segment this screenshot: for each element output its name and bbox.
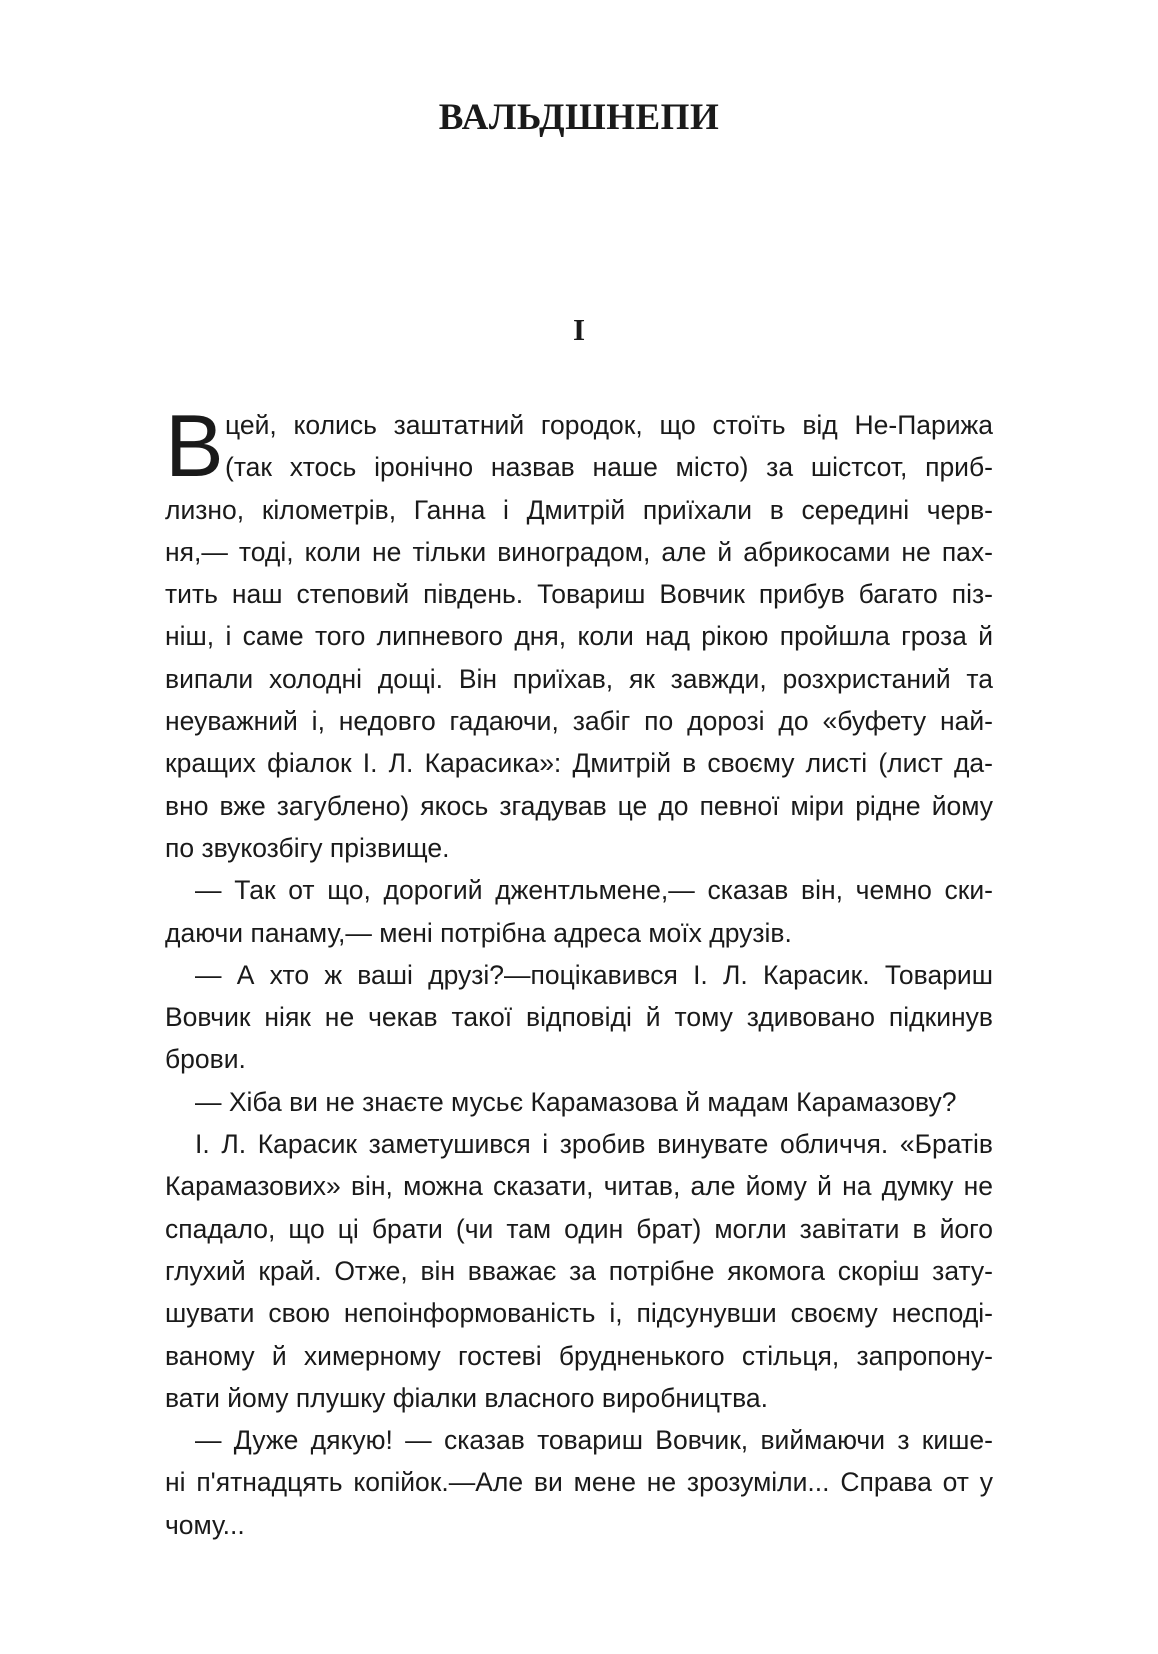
text-line: — Хіба ви не знаєте мусьє Карамазова й мадам Карамазову?	[195, 1086, 957, 1117]
text-line: — А хто ж ваші друзі?—поцікавився І. Л. Карасик. Товариш	[195, 959, 993, 990]
text-line: по звукозбігу прізвище.	[165, 832, 450, 863]
body-text	[165, 396, 993, 1546]
text-line: ніш, і саме того липневого дня, коли над рікою пройшла гроза й	[165, 621, 993, 652]
text-line: — Так от що, дорогий джентльмене,— сказав він, чемно ски-	[195, 875, 993, 906]
text-line: І. Л. Карасик заметушився і зробив винувате обличчя. «Братів	[195, 1129, 993, 1160]
text-line: глухий край. Отже, він вважає за потрібне якомога скоріш зату-	[165, 1255, 993, 1286]
text-line: брови.	[165, 1044, 246, 1075]
page-title: ВАЛЬДШНЕПИ	[438, 97, 720, 138]
text-line: чому...	[165, 1509, 245, 1540]
text-line: Карамазових» він, можна сказати, читав, але йому й на думку не	[165, 1171, 993, 1202]
paragraph	[165, 1123, 993, 1419]
text-line: вно вже загублено) якось згадував це до певної міри рідне йому	[165, 790, 993, 821]
text-line: кращих фіалок І. Л. Карасика»: Дмитрій в своєму листі (лист да-	[165, 748, 993, 779]
text-line: ні п'ятнадцять копійок.—Але ви мене не зрозуміли... Справа от у	[165, 1467, 993, 1498]
text-line: Вовчик ніяк не чекав такої відповіді й тому здивовано підкинув	[165, 1002, 993, 1033]
text-line: ваному й химерному гостеві брудненького стільця, запропону-	[165, 1340, 993, 1371]
text-line: тить наш степовий південь. Товариш Вовчик прибув багато піз-	[165, 579, 993, 610]
text-line: ня,— тоді, коли не тільки виноградом, але й абрикосами не пах-	[165, 536, 993, 567]
paragraph	[165, 869, 993, 954]
text-line: цей, колись заштатний городок, що стоїть від Не-Парижа	[225, 410, 993, 440]
paragraph	[165, 1081, 993, 1123]
text-line: шувати свою непоінформованість і, підсунувши своєму несподі-	[165, 1298, 993, 1329]
paragraph	[165, 396, 993, 869]
text-line: неуважний і, недовго гадаючи, забіг по дорозі до «буфету най-	[165, 706, 993, 737]
text-line: випали холодні дощі. Він приїхав, як завжди, розхристаний та	[165, 663, 993, 694]
text-line: лизно, кілометрів, Ганна і Дмитрій приїхали в середині черв-	[165, 494, 993, 525]
paragraph	[165, 1419, 993, 1546]
chapter-number: I	[572, 312, 586, 347]
text-line: вати йому плушку фіалки власного виробництва.	[165, 1382, 769, 1413]
text-line: (так хтось іронічно назвав наше місто) за шістсот, приб-	[225, 452, 993, 483]
text-line: — Дуже дякую! — сказав товариш Вовчик, виймаючи з кише-	[195, 1425, 993, 1456]
text-line: спадало, що ці брати (чи там один брат) могли завітати в його	[165, 1213, 993, 1244]
text-line: даючи панаму,— мені потрібна адреса моїх друзів.	[165, 917, 792, 948]
paragraph	[165, 954, 993, 1081]
drop-cap: В	[165, 396, 224, 495]
